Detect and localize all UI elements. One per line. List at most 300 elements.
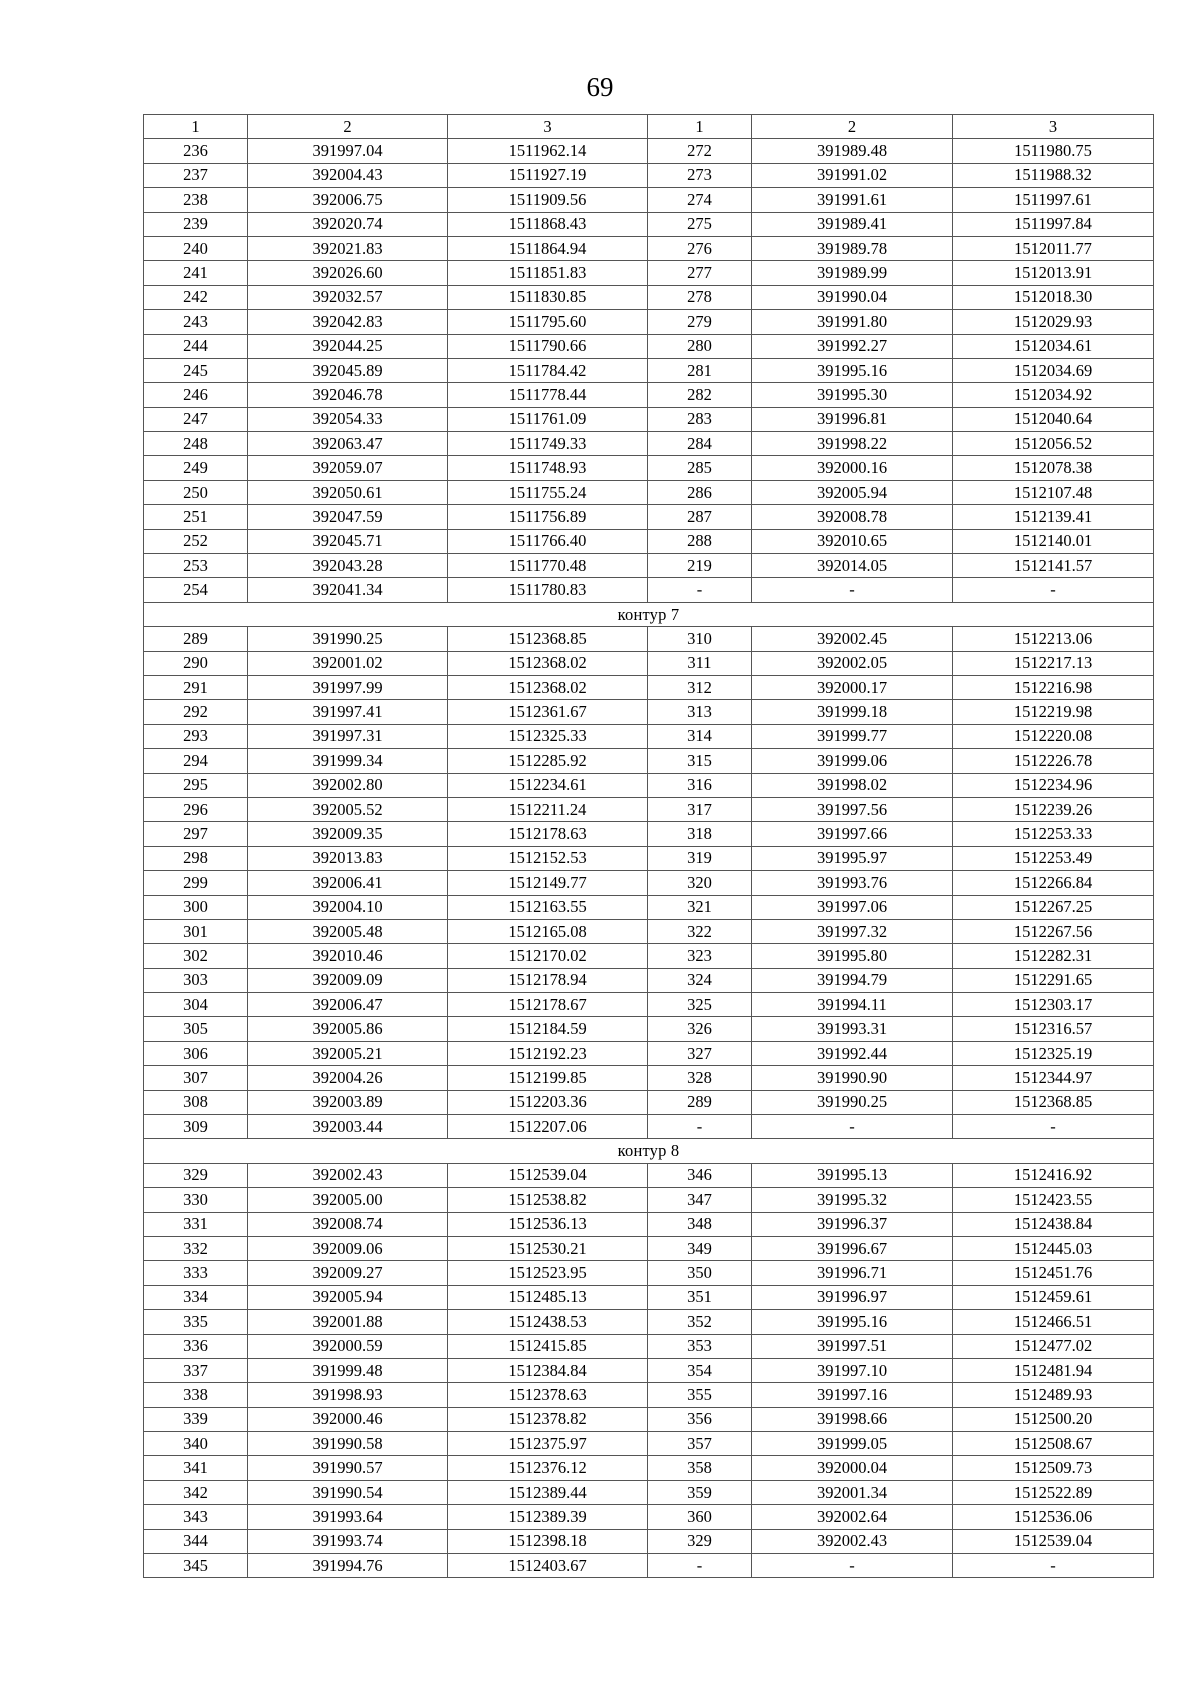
table-cell: 1512107.48 [953, 480, 1154, 504]
table-cell: 391995.80 [752, 944, 953, 968]
table-row [144, 1212, 1154, 1236]
table-cell: 392002.45 [752, 627, 953, 651]
table-cell: 356 [648, 1407, 752, 1431]
table-row [144, 1529, 1154, 1553]
table-cell: 1512040.64 [953, 407, 1154, 431]
table-row [144, 1115, 1154, 1139]
table-cell: 1511927.19 [448, 163, 648, 187]
table-cell: 1512234.61 [448, 773, 648, 797]
table-cell: 392000.46 [248, 1407, 448, 1431]
table-cell: - [648, 1554, 752, 1578]
table-cell: 392054.33 [248, 407, 448, 431]
table-cell: 392044.25 [248, 334, 448, 358]
table-cell: 1512219.98 [953, 700, 1154, 724]
table-cell: 1512207.06 [448, 1115, 648, 1139]
table-cell: 392001.34 [752, 1480, 953, 1504]
table-cell: 289 [144, 627, 248, 651]
table-cell: 391993.74 [248, 1529, 448, 1553]
table-cell: 327 [648, 1041, 752, 1065]
table-cell: 287 [648, 505, 752, 529]
table-cell: 391996.37 [752, 1212, 953, 1236]
table-cell: 1512445.03 [953, 1236, 1154, 1260]
table-row [144, 1285, 1154, 1309]
table-cell: 275 [648, 212, 752, 236]
table-cell: 391997.32 [752, 919, 953, 943]
table-cell: 360 [648, 1505, 752, 1529]
table-cell: 1512415.85 [448, 1334, 648, 1358]
table-cell: 348 [648, 1212, 752, 1236]
table-cell: 335 [144, 1310, 248, 1334]
table-cell: 1512368.02 [448, 651, 648, 675]
table-cell: 288 [648, 529, 752, 553]
table-cell: 1511795.60 [448, 310, 648, 334]
table-cell: 1512416.92 [953, 1163, 1154, 1187]
table-cell: 245 [144, 358, 248, 382]
table-cell: 280 [648, 334, 752, 358]
table-cell: 242 [144, 285, 248, 309]
table-row [144, 919, 1154, 943]
table-cell: 301 [144, 919, 248, 943]
table-cell: 344 [144, 1529, 248, 1553]
table-cell: 324 [648, 968, 752, 992]
table-cell: 1512539.04 [448, 1163, 648, 1187]
table-cell: 1511749.33 [448, 432, 648, 456]
table-row [144, 700, 1154, 724]
table-cell: 240 [144, 236, 248, 260]
table-cell: 1511748.93 [448, 456, 648, 480]
table-cell: 1512234.96 [953, 773, 1154, 797]
table-row [144, 1358, 1154, 1382]
table-cell: 315 [648, 749, 752, 773]
table-cell: 314 [648, 724, 752, 748]
table-cell: 249 [144, 456, 248, 480]
table-cell: 392003.44 [248, 1115, 448, 1139]
table-cell: 321 [648, 895, 752, 919]
table-cell: 311 [648, 651, 752, 675]
table-cell: 357 [648, 1432, 752, 1456]
table-cell: 328 [648, 1066, 752, 1090]
table-cell: 1512485.13 [448, 1285, 648, 1309]
table-cell: 351 [648, 1285, 752, 1309]
table-cell: 1512523.95 [448, 1261, 648, 1285]
table-cell: 323 [648, 944, 752, 968]
table-cell: 253 [144, 554, 248, 578]
table-cell: 391991.80 [752, 310, 953, 334]
table-cell: 334 [144, 1285, 248, 1309]
table-cell: 1512344.97 [953, 1066, 1154, 1090]
table-cell: 1512368.02 [448, 675, 648, 699]
table-cell: 391989.41 [752, 212, 953, 236]
table-cell: 1512018.30 [953, 285, 1154, 309]
table-cell: 1512165.08 [448, 919, 648, 943]
table-cell: 1511988.32 [953, 163, 1154, 187]
table-row [144, 1090, 1154, 1114]
table-cell: 247 [144, 407, 248, 431]
table-row [144, 1334, 1154, 1358]
table-cell: 329 [144, 1163, 248, 1187]
table-cell: 298 [144, 846, 248, 870]
table-cell: 1512267.25 [953, 895, 1154, 919]
table-cell: 239 [144, 212, 248, 236]
table-body [144, 139, 1154, 1578]
table-cell: 1512376.12 [448, 1456, 648, 1480]
table-cell: 308 [144, 1090, 248, 1114]
table-cell: 392002.43 [248, 1163, 448, 1187]
table-cell: - [752, 1554, 953, 1578]
table-row [144, 846, 1154, 870]
table-cell: 272 [648, 139, 752, 163]
table-cell: 392005.00 [248, 1188, 448, 1212]
table-row [144, 1163, 1154, 1187]
table-cell: 1512013.91 [953, 261, 1154, 285]
table-cell: 392020.74 [248, 212, 448, 236]
table-cell: 392000.59 [248, 1334, 448, 1358]
table-cell: 1512178.94 [448, 968, 648, 992]
table-cell: 391990.90 [752, 1066, 953, 1090]
table-cell: 342 [144, 1480, 248, 1504]
table-cell: 252 [144, 529, 248, 553]
table-row [144, 310, 1154, 334]
table-cell: 296 [144, 797, 248, 821]
table-row [144, 749, 1154, 773]
table-cell: 392002.80 [248, 773, 448, 797]
table-cell: 302 [144, 944, 248, 968]
table-cell: 392000.16 [752, 456, 953, 480]
table-cell: 392009.35 [248, 822, 448, 846]
table-cell: 340 [144, 1432, 248, 1456]
table-cell: 1511962.14 [448, 139, 648, 163]
table-cell: 304 [144, 993, 248, 1017]
table-row [144, 1554, 1154, 1578]
table-row [144, 1261, 1154, 1285]
table-cell: 1511755.24 [448, 480, 648, 504]
table-cell: 1512170.02 [448, 944, 648, 968]
table-cell: 1512522.89 [953, 1480, 1154, 1504]
table-row [144, 432, 1154, 456]
table-cell: 1512438.84 [953, 1212, 1154, 1236]
table-cell: 1512538.82 [448, 1188, 648, 1212]
section-row [144, 1139, 1154, 1163]
table-cell: 1512477.02 [953, 1334, 1154, 1358]
table-cell: 286 [648, 480, 752, 504]
table-cell: 392005.48 [248, 919, 448, 943]
table-cell: 1511851.83 [448, 261, 648, 285]
table-cell: 1512163.55 [448, 895, 648, 919]
table-cell: 1512384.84 [448, 1358, 648, 1382]
table-cell: 392042.83 [248, 310, 448, 334]
table-cell: 338 [144, 1383, 248, 1407]
table-cell: 1512029.93 [953, 310, 1154, 334]
table-cell: 279 [648, 310, 752, 334]
table-cell: 1511756.89 [448, 505, 648, 529]
table-cell: 392013.83 [248, 846, 448, 870]
table-cell: 392006.41 [248, 871, 448, 895]
table-cell: 391990.04 [752, 285, 953, 309]
table-cell: 1512403.67 [448, 1554, 648, 1578]
table-row [144, 480, 1154, 504]
table-cell: 391997.04 [248, 139, 448, 163]
table-cell: - [953, 578, 1154, 602]
table-cell: 391999.34 [248, 749, 448, 773]
table-cell: 1512211.24 [448, 797, 648, 821]
header-row [144, 115, 1154, 139]
table-cell: 391997.99 [248, 675, 448, 699]
table-row [144, 407, 1154, 431]
table-cell: 1512530.21 [448, 1236, 648, 1260]
table-cell: 1512368.85 [448, 627, 648, 651]
table-cell: 1512220.08 [953, 724, 1154, 748]
table-cell: 1512291.65 [953, 968, 1154, 992]
table-cell: 391994.76 [248, 1554, 448, 1578]
table-cell: 392004.26 [248, 1066, 448, 1090]
table-cell: 273 [648, 163, 752, 187]
table-cell: 303 [144, 968, 248, 992]
table-cell: 1512011.77 [953, 236, 1154, 260]
table-row [144, 773, 1154, 797]
table-cell: 1512139.41 [953, 505, 1154, 529]
table-row [144, 1188, 1154, 1212]
table-cell: 331 [144, 1212, 248, 1236]
table-cell: 392005.94 [752, 480, 953, 504]
table-cell: 392010.65 [752, 529, 953, 553]
table-cell: 392047.59 [248, 505, 448, 529]
table-cell: 391999.18 [752, 700, 953, 724]
table-cell: 281 [648, 358, 752, 382]
table-cell: 391997.41 [248, 700, 448, 724]
table-cell: 1512203.36 [448, 1090, 648, 1114]
table-cell: 329 [648, 1529, 752, 1553]
table-cell: 236 [144, 139, 248, 163]
table-cell: 1512325.33 [448, 724, 648, 748]
table-cell: 1512508.67 [953, 1432, 1154, 1456]
table-row [144, 578, 1154, 602]
table-cell: 1511997.84 [953, 212, 1154, 236]
table-cell: 391994.79 [752, 968, 953, 992]
table-cell: 293 [144, 724, 248, 748]
table-cell: 391998.93 [248, 1383, 448, 1407]
table-cell: 391990.25 [752, 1090, 953, 1114]
table-row [144, 651, 1154, 675]
table-cell: 391992.27 [752, 334, 953, 358]
table-cell: 219 [648, 554, 752, 578]
table-cell: 1512500.20 [953, 1407, 1154, 1431]
table-cell: 241 [144, 261, 248, 285]
table-cell: 285 [648, 456, 752, 480]
table-cell: 392014.05 [752, 554, 953, 578]
table-cell: 392002.64 [752, 1505, 953, 1529]
table-cell: 1512217.13 [953, 651, 1154, 675]
table-row [144, 383, 1154, 407]
table-cell: 1511780.83 [448, 578, 648, 602]
table-cell: 1512489.93 [953, 1383, 1154, 1407]
table-row [144, 212, 1154, 236]
section-title: контур 7 [144, 602, 1154, 626]
header-cell: 2 [248, 115, 448, 139]
table-cell: 319 [648, 846, 752, 870]
table-cell: 391995.32 [752, 1188, 953, 1212]
table-row [144, 1310, 1154, 1334]
table-cell: 392005.52 [248, 797, 448, 821]
table-cell: 392009.27 [248, 1261, 448, 1285]
table-cell: 1512253.33 [953, 822, 1154, 846]
table-cell: 1512253.49 [953, 846, 1154, 870]
table-row [144, 1432, 1154, 1456]
table-cell: 1512378.82 [448, 1407, 648, 1431]
table-cell: 244 [144, 334, 248, 358]
table-cell: 1512536.06 [953, 1505, 1154, 1529]
table-cell: 1512389.39 [448, 1505, 648, 1529]
table-cell: 392021.83 [248, 236, 448, 260]
table-cell: 391999.77 [752, 724, 953, 748]
table-cell: 276 [648, 236, 752, 260]
table-cell: 352 [648, 1310, 752, 1334]
table-cell: 243 [144, 310, 248, 334]
table-cell: 1511784.42 [448, 358, 648, 382]
table-cell: 392005.94 [248, 1285, 448, 1309]
table-cell: 320 [648, 871, 752, 895]
table-cell: 392059.07 [248, 456, 448, 480]
table-cell: 1512378.63 [448, 1383, 648, 1407]
table-cell: 392009.06 [248, 1236, 448, 1260]
table-cell: 1511770.48 [448, 554, 648, 578]
table-cell: 290 [144, 651, 248, 675]
table-cell: 392026.60 [248, 261, 448, 285]
table-cell: 1511868.43 [448, 212, 648, 236]
table-row [144, 675, 1154, 699]
table-cell: 343 [144, 1505, 248, 1529]
table-cell: 391996.71 [752, 1261, 953, 1285]
header-cell: 3 [448, 115, 648, 139]
table-cell: 1512375.97 [448, 1432, 648, 1456]
table-row [144, 724, 1154, 748]
section-title: контур 8 [144, 1139, 1154, 1163]
table-cell: 391991.02 [752, 163, 953, 187]
table-cell: 297 [144, 822, 248, 846]
table-cell: 318 [648, 822, 752, 846]
table-cell: 278 [648, 285, 752, 309]
table-cell: - [648, 1115, 752, 1139]
table-cell: 391996.81 [752, 407, 953, 431]
table-cell: 1511830.85 [448, 285, 648, 309]
table-cell: 1511778.44 [448, 383, 648, 407]
table-cell: 391997.66 [752, 822, 953, 846]
table-cell: 1512152.53 [448, 846, 648, 870]
table-cell: 1512184.59 [448, 1017, 648, 1041]
table-cell: 350 [648, 1261, 752, 1285]
table-cell: 391990.58 [248, 1432, 448, 1456]
table-cell: 1511997.61 [953, 188, 1154, 212]
table-cell: 313 [648, 700, 752, 724]
table-cell: 1512368.85 [953, 1090, 1154, 1114]
table-cell: 1511909.56 [448, 188, 648, 212]
table-row [144, 944, 1154, 968]
table-cell: 392045.89 [248, 358, 448, 382]
table-cell: 392001.88 [248, 1310, 448, 1334]
table-cell: 391990.25 [248, 627, 448, 651]
table-cell: 284 [648, 432, 752, 456]
table-cell: 237 [144, 163, 248, 187]
header-cell: 3 [953, 115, 1154, 139]
table-cell: 391991.61 [752, 188, 953, 212]
table-cell: 1512034.61 [953, 334, 1154, 358]
table-cell: 392005.21 [248, 1041, 448, 1065]
table-cell: 391995.97 [752, 846, 953, 870]
table-cell: - [953, 1554, 1154, 1578]
table-cell: 392003.89 [248, 1090, 448, 1114]
table-cell: 1512034.69 [953, 358, 1154, 382]
table-cell: 391997.31 [248, 724, 448, 748]
table-cell: 312 [648, 675, 752, 699]
table-cell: 1512078.38 [953, 456, 1154, 480]
table-cell: 391995.16 [752, 1310, 953, 1334]
table-cell: 349 [648, 1236, 752, 1260]
table-cell: 282 [648, 383, 752, 407]
table-cell: 392004.10 [248, 895, 448, 919]
header-cell: 1 [648, 115, 752, 139]
page-number: 69 [586, 72, 614, 102]
table-cell: 358 [648, 1456, 752, 1480]
table-cell: 392002.43 [752, 1529, 953, 1553]
table-cell: 391999.48 [248, 1358, 448, 1382]
table-cell: 1512192.23 [448, 1041, 648, 1065]
table-cell: 391997.06 [752, 895, 953, 919]
table-cell: 339 [144, 1407, 248, 1431]
table-cell: 391995.16 [752, 358, 953, 382]
table-cell: 391989.78 [752, 236, 953, 260]
table-row [144, 285, 1154, 309]
table-row [144, 822, 1154, 846]
table-cell: 391997.10 [752, 1358, 953, 1382]
table-cell: - [953, 1115, 1154, 1139]
table-cell: 391998.02 [752, 773, 953, 797]
table-cell: 391993.76 [752, 871, 953, 895]
table-row [144, 236, 1154, 260]
table-cell: 336 [144, 1334, 248, 1358]
table-cell: 337 [144, 1358, 248, 1382]
table-cell: 1512178.67 [448, 993, 648, 1017]
table-cell: 391998.66 [752, 1407, 953, 1431]
table-cell: 391995.13 [752, 1163, 953, 1187]
table-cell: 392001.02 [248, 651, 448, 675]
table-cell: 1512325.19 [953, 1041, 1154, 1065]
table-cell: 326 [648, 1017, 752, 1041]
table-cell: 1512398.18 [448, 1529, 648, 1553]
table-row [144, 456, 1154, 480]
table-cell: 1512216.98 [953, 675, 1154, 699]
table-cell: 322 [648, 919, 752, 943]
table-row [144, 1041, 1154, 1065]
table-row [144, 188, 1154, 212]
table-cell: 392002.05 [752, 651, 953, 675]
table-cell: 392000.17 [752, 675, 953, 699]
table-cell: 299 [144, 871, 248, 895]
table-cell: 392000.04 [752, 1456, 953, 1480]
table-cell: 1512316.57 [953, 1017, 1154, 1041]
table-cell: 1511761.09 [448, 407, 648, 431]
table-cell: 1512509.73 [953, 1456, 1154, 1480]
table-cell: 1512361.67 [448, 700, 648, 724]
table-cell: 341 [144, 1456, 248, 1480]
table-cell: 292 [144, 700, 248, 724]
table-cell: 391999.06 [752, 749, 953, 773]
table-cell: 289 [648, 1090, 752, 1114]
table-row [144, 261, 1154, 285]
table-cell: 1512466.51 [953, 1310, 1154, 1334]
table-cell: 359 [648, 1480, 752, 1504]
table-cell: 307 [144, 1066, 248, 1090]
table-cell: 391996.97 [752, 1285, 953, 1309]
table-cell: 1512389.44 [448, 1480, 648, 1504]
